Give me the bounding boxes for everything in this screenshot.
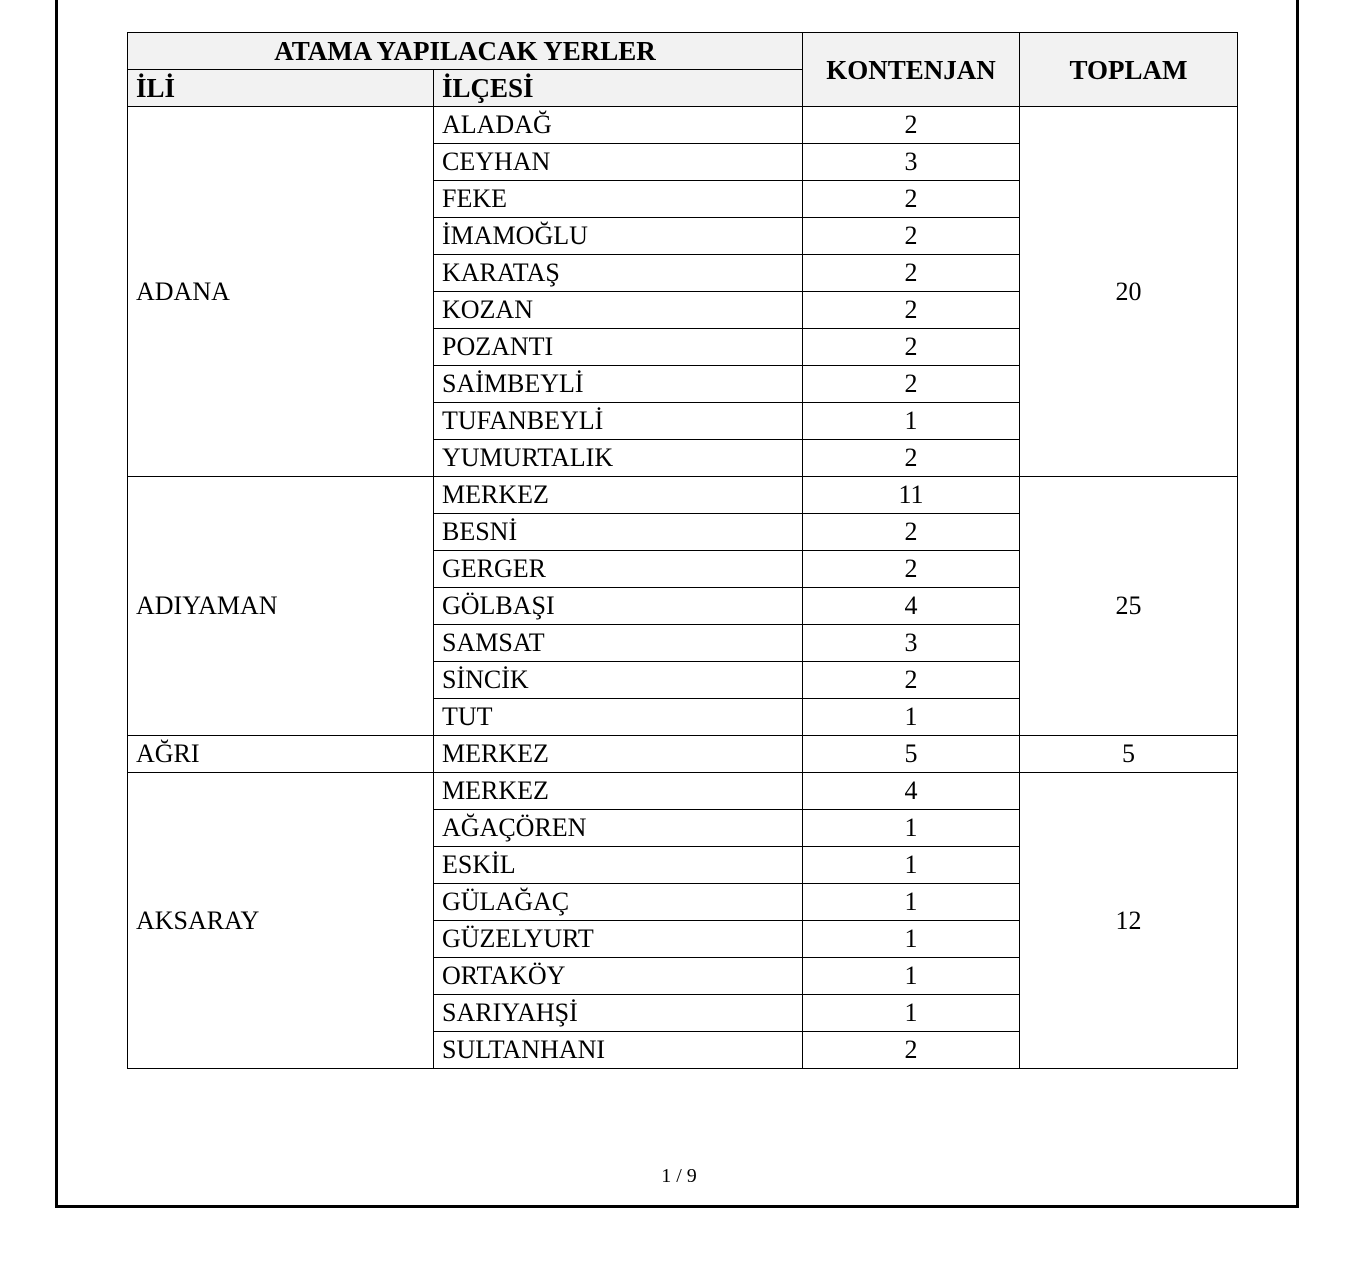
cell-kontenjan: 1 bbox=[803, 995, 1020, 1032]
cell-kontenjan: 2 bbox=[803, 107, 1020, 144]
table-header bbox=[128, 33, 1238, 107]
table-row bbox=[128, 736, 1238, 773]
cell-kontenjan: 2 bbox=[803, 1032, 1020, 1069]
header-toplam: TOPLAM bbox=[1020, 33, 1238, 107]
assignment-table bbox=[127, 32, 1238, 1069]
cell-ilce: SAİMBEYLİ bbox=[434, 366, 803, 403]
cell-ilce: GÜZELYURT bbox=[434, 921, 803, 958]
cell-kontenjan: 1 bbox=[803, 884, 1020, 921]
table-row bbox=[128, 773, 1238, 810]
cell-kontenjan: 2 bbox=[803, 366, 1020, 403]
cell-toplam: 25 bbox=[1020, 477, 1238, 736]
header-il: İLİ bbox=[128, 70, 434, 107]
cell-toplam: 5 bbox=[1020, 736, 1238, 773]
cell-ilce: TUT bbox=[434, 699, 803, 736]
header-ilce: İLÇESİ bbox=[434, 70, 803, 107]
cell-ilce: TUFANBEYLİ bbox=[434, 403, 803, 440]
header-kontenjan: KONTENJAN bbox=[803, 33, 1020, 107]
cell-ilce: GÖLBAŞI bbox=[434, 588, 803, 625]
cell-ilce: ORTAKÖY bbox=[434, 958, 803, 995]
cell-ilce: BESNİ bbox=[434, 514, 803, 551]
cell-ilce: YUMURTALIK bbox=[434, 440, 803, 477]
cell-il: ADANA bbox=[128, 107, 434, 477]
cell-il: ADIYAMAN bbox=[128, 477, 434, 736]
header-row-top bbox=[128, 33, 1238, 70]
cell-kontenjan: 2 bbox=[803, 329, 1020, 366]
table-row bbox=[128, 107, 1238, 144]
header-group-title: ATAMA YAPILACAK YERLER bbox=[128, 33, 803, 70]
cell-kontenjan: 1 bbox=[803, 921, 1020, 958]
cell-kontenjan: 1 bbox=[803, 810, 1020, 847]
cell-ilce: ALADAĞ bbox=[434, 107, 803, 144]
cell-toplam: 20 bbox=[1020, 107, 1238, 477]
cell-ilce: SİNCİK bbox=[434, 662, 803, 699]
cell-kontenjan: 11 bbox=[803, 477, 1020, 514]
cell-kontenjan: 1 bbox=[803, 699, 1020, 736]
cell-kontenjan: 1 bbox=[803, 847, 1020, 884]
cell-ilce: AĞAÇÖREN bbox=[434, 810, 803, 847]
cell-kontenjan: 5 bbox=[803, 736, 1020, 773]
cell-kontenjan: 2 bbox=[803, 255, 1020, 292]
cell-ilce: MERKEZ bbox=[434, 773, 803, 810]
cell-ilce: İMAMOĞLU bbox=[434, 218, 803, 255]
cell-ilce: GÜLAĞAÇ bbox=[434, 884, 803, 921]
cell-kontenjan: 2 bbox=[803, 218, 1020, 255]
cell-kontenjan: 4 bbox=[803, 588, 1020, 625]
cell-ilce: FEKE bbox=[434, 181, 803, 218]
cell-kontenjan: 2 bbox=[803, 181, 1020, 218]
cell-kontenjan: 2 bbox=[803, 514, 1020, 551]
cell-kontenjan: 2 bbox=[803, 440, 1020, 477]
cell-il: AĞRI bbox=[128, 736, 434, 773]
cell-ilce: KOZAN bbox=[434, 292, 803, 329]
cell-kontenjan: 1 bbox=[803, 958, 1020, 995]
cell-kontenjan: 3 bbox=[803, 144, 1020, 181]
cell-kontenjan: 2 bbox=[803, 551, 1020, 588]
cell-ilce: CEYHAN bbox=[434, 144, 803, 181]
cell-ilce: MERKEZ bbox=[434, 736, 803, 773]
cell-kontenjan: 1 bbox=[803, 403, 1020, 440]
cell-ilce: SULTANHANI bbox=[434, 1032, 803, 1069]
cell-kontenjan: 4 bbox=[803, 773, 1020, 810]
cell-ilce: SAMSAT bbox=[434, 625, 803, 662]
cell-ilce: MERKEZ bbox=[434, 477, 803, 514]
cell-ilce: KARATAŞ bbox=[434, 255, 803, 292]
cell-kontenjan: 3 bbox=[803, 625, 1020, 662]
cell-ilce: POZANTI bbox=[434, 329, 803, 366]
table-row bbox=[128, 477, 1238, 514]
page-number: 1 / 9 bbox=[661, 1165, 697, 1187]
cell-ilce: ESKİL bbox=[434, 847, 803, 884]
cell-ilce: GERGER bbox=[434, 551, 803, 588]
cell-il: AKSARAY bbox=[128, 773, 434, 1069]
cell-toplam: 12 bbox=[1020, 773, 1238, 1069]
cell-kontenjan: 2 bbox=[803, 292, 1020, 329]
table-body bbox=[128, 107, 1238, 1069]
cell-kontenjan: 2 bbox=[803, 662, 1020, 699]
cell-ilce: SARIYAHŞİ bbox=[434, 995, 803, 1032]
